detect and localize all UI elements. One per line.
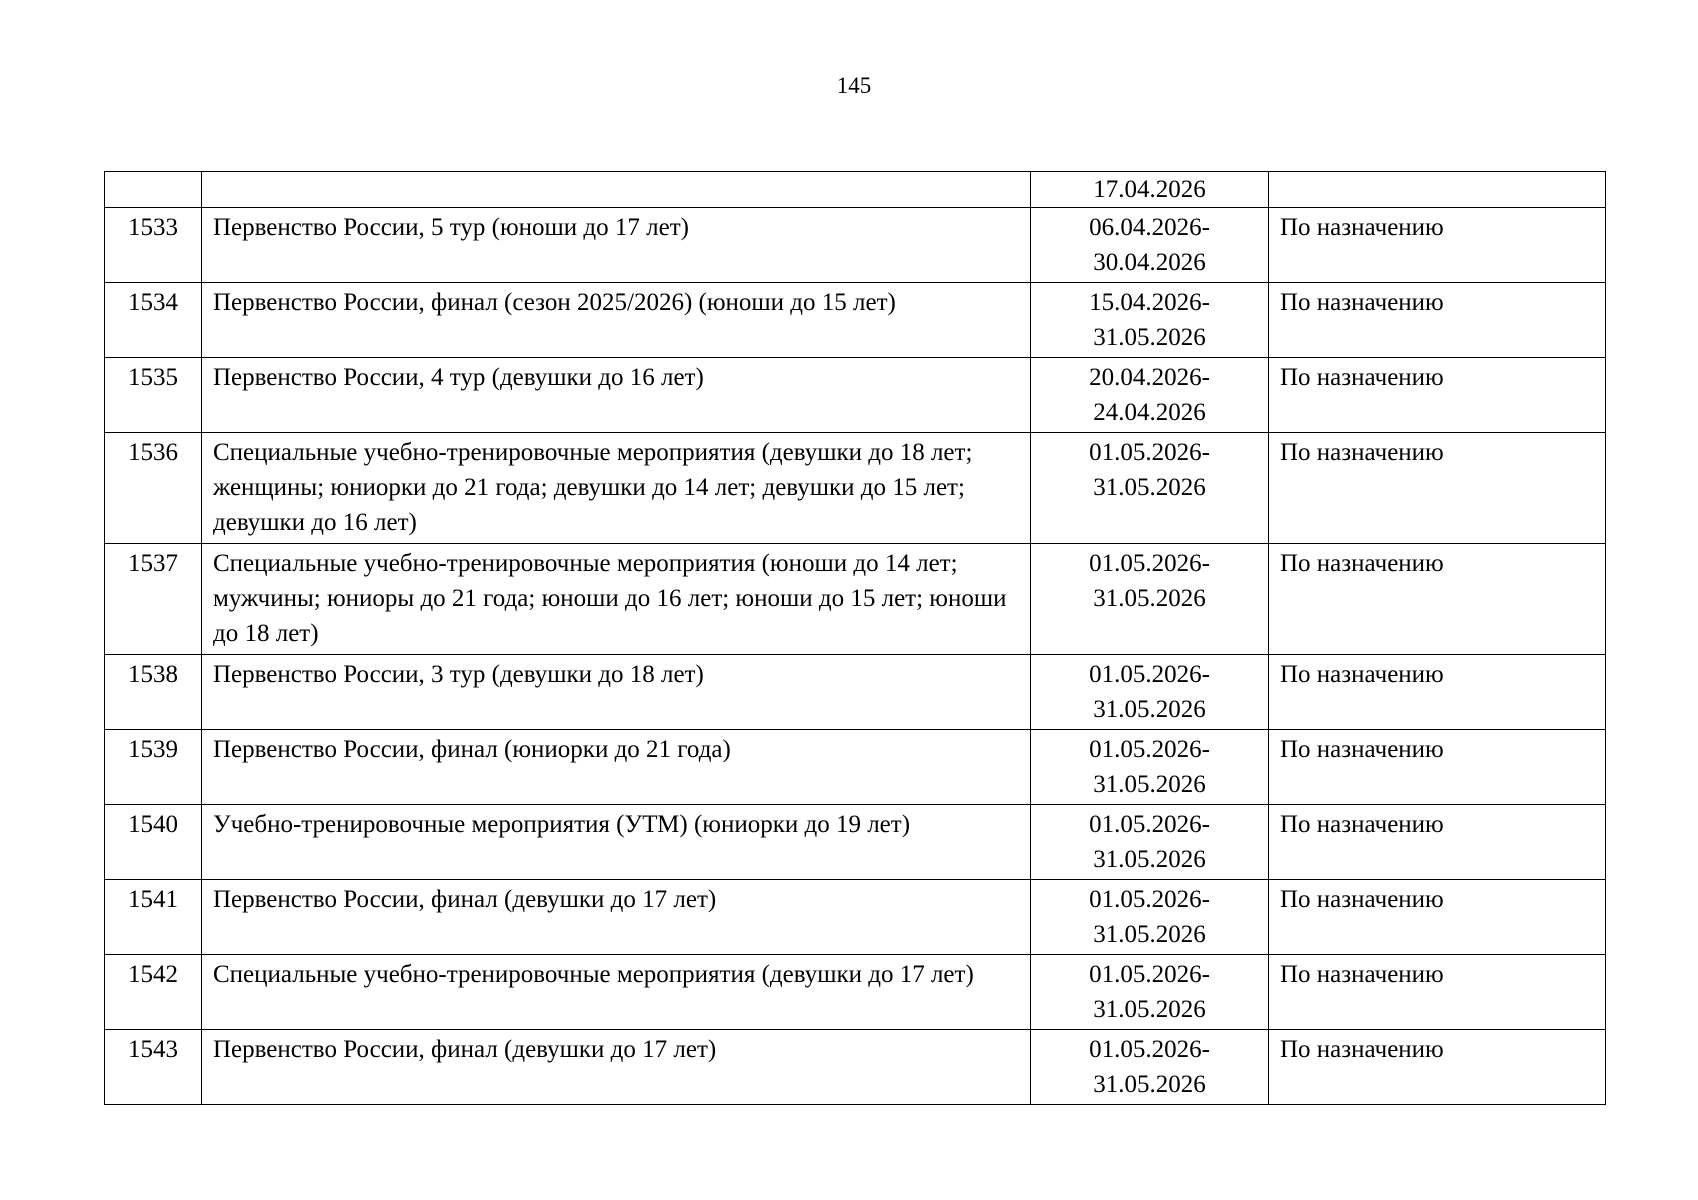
date-start: 01.05.2026-	[1089, 736, 1210, 763]
cell-responsible: По назначению	[1269, 1030, 1606, 1105]
cell-dates	[1031, 955, 1269, 1030]
cell-responsible: По назначению	[1269, 433, 1606, 544]
cell-event-name: Первенство России, финал (сезон 2025/2026) (юноши до 15 лет)	[202, 283, 1031, 358]
table-row	[105, 544, 1606, 655]
cell-event-name: Специальные учебно-тренировочные мероприятия (девушки до 18 лет; женщины; юниорки до 21 года; девушки до 14 лет; девушки до 15 лет; девушки до 16 лет)	[202, 433, 1031, 544]
table-row	[105, 1030, 1606, 1105]
cell-dates	[1031, 433, 1269, 544]
date-start: 01.05.2026-	[1089, 961, 1210, 988]
cell-dates	[1031, 544, 1269, 655]
cell-event-name: Первенство России, финал (юниорки до 21 года)	[202, 730, 1031, 805]
table-row	[105, 283, 1606, 358]
date-end: 31.05.2026	[1093, 996, 1206, 1023]
table-row	[105, 730, 1606, 805]
date-start: 01.05.2026-	[1089, 439, 1210, 466]
date-end: 31.05.2026	[1093, 585, 1206, 612]
cell-number: 1534	[105, 283, 202, 358]
cell-event-name: Первенство России, финал (девушки до 17 лет)	[202, 1030, 1031, 1105]
date-end: 31.05.2026	[1093, 771, 1206, 798]
cell-number: 1535	[105, 358, 202, 433]
cell-dates	[1031, 805, 1269, 880]
date-end: 31.05.2026	[1093, 846, 1206, 873]
cell-dates	[1031, 283, 1269, 358]
cell-number: 1539	[105, 730, 202, 805]
date-start: 01.05.2026-	[1089, 811, 1210, 838]
cell-dates	[1031, 655, 1269, 730]
cell-number: 1536	[105, 433, 202, 544]
events-table-body	[105, 172, 1606, 1105]
date-end: 31.05.2026	[1093, 324, 1206, 351]
date-start: 01.05.2026-	[1089, 1036, 1210, 1063]
date-end: 24.04.2026	[1093, 399, 1206, 426]
date-start: 20.04.2026-	[1089, 364, 1210, 391]
cell-responsible: По назначению	[1269, 655, 1606, 730]
table-row	[105, 655, 1606, 730]
date-end: 31.05.2026	[1093, 474, 1206, 501]
table-row	[105, 805, 1606, 880]
cell-event-name: Учебно-тренировочные мероприятия (УТМ) (юниорки до 19 лет)	[202, 805, 1031, 880]
cell-dates	[1031, 208, 1269, 283]
date-end: 31.05.2026	[1093, 921, 1206, 948]
cell-event-name: Первенство России, 5 тур (юноши до 17 лет)	[202, 208, 1031, 283]
date-start: 06.04.2026-	[1089, 214, 1210, 241]
date-start: 01.05.2026-	[1089, 550, 1210, 577]
continuation-row	[105, 172, 1606, 208]
cell-responsible: По назначению	[1269, 544, 1606, 655]
cell-responsible: По назначению	[1269, 880, 1606, 955]
cell-number: 1533	[105, 208, 202, 283]
date-start: 15.04.2026-	[1089, 289, 1210, 316]
table-row	[105, 433, 1606, 544]
cell-event-name	[202, 172, 1031, 208]
cell-responsible: По назначению	[1269, 805, 1606, 880]
cell-responsible: По назначению	[1269, 208, 1606, 283]
cell-dates	[1031, 1030, 1269, 1105]
table-row	[105, 208, 1606, 283]
table-row	[105, 955, 1606, 1030]
date-end: 30.04.2026	[1093, 249, 1206, 276]
cell-dates	[1031, 730, 1269, 805]
cell-dates: 17.04.2026	[1031, 172, 1269, 208]
cell-number: 1538	[105, 655, 202, 730]
cell-event-name: Первенство России, финал (девушки до 17 лет)	[202, 880, 1031, 955]
cell-number: 1543	[105, 1030, 202, 1105]
cell-number: 1537	[105, 544, 202, 655]
cell-dates	[1031, 880, 1269, 955]
date-end: 31.05.2026	[1093, 1071, 1206, 1098]
date-start: 01.05.2026-	[1089, 886, 1210, 913]
cell-event-name: Специальные учебно-тренировочные мероприятия (девушки до 17 лет)	[202, 955, 1031, 1030]
date-end: 31.05.2026	[1093, 696, 1206, 723]
cell-number: 1541	[105, 880, 202, 955]
cell-responsible: По назначению	[1269, 730, 1606, 805]
date-start: 01.05.2026-	[1089, 661, 1210, 688]
cell-number: 1540	[105, 805, 202, 880]
cell-number	[105, 172, 202, 208]
table-row	[105, 880, 1606, 955]
table-row	[105, 358, 1606, 433]
events-table	[104, 171, 1606, 1105]
cell-event-name: Специальные учебно-тренировочные мероприятия (юноши до 14 лет; мужчины; юниоры до 21 года; юноши до 16 лет; юноши до 15 лет; юноши до 18 лет)	[202, 544, 1031, 655]
cell-responsible: По назначению	[1269, 283, 1606, 358]
cell-responsible: По назначению	[1269, 955, 1606, 1030]
cell-responsible: По назначению	[1269, 358, 1606, 433]
cell-event-name: Первенство России, 3 тур (девушки до 18 лет)	[202, 655, 1031, 730]
cell-dates	[1031, 358, 1269, 433]
cell-responsible	[1269, 172, 1606, 208]
cell-event-name: Первенство России, 4 тур (девушки до 16 лет)	[202, 358, 1031, 433]
page-number: 145	[836, 73, 872, 98]
cell-number: 1542	[105, 955, 202, 1030]
